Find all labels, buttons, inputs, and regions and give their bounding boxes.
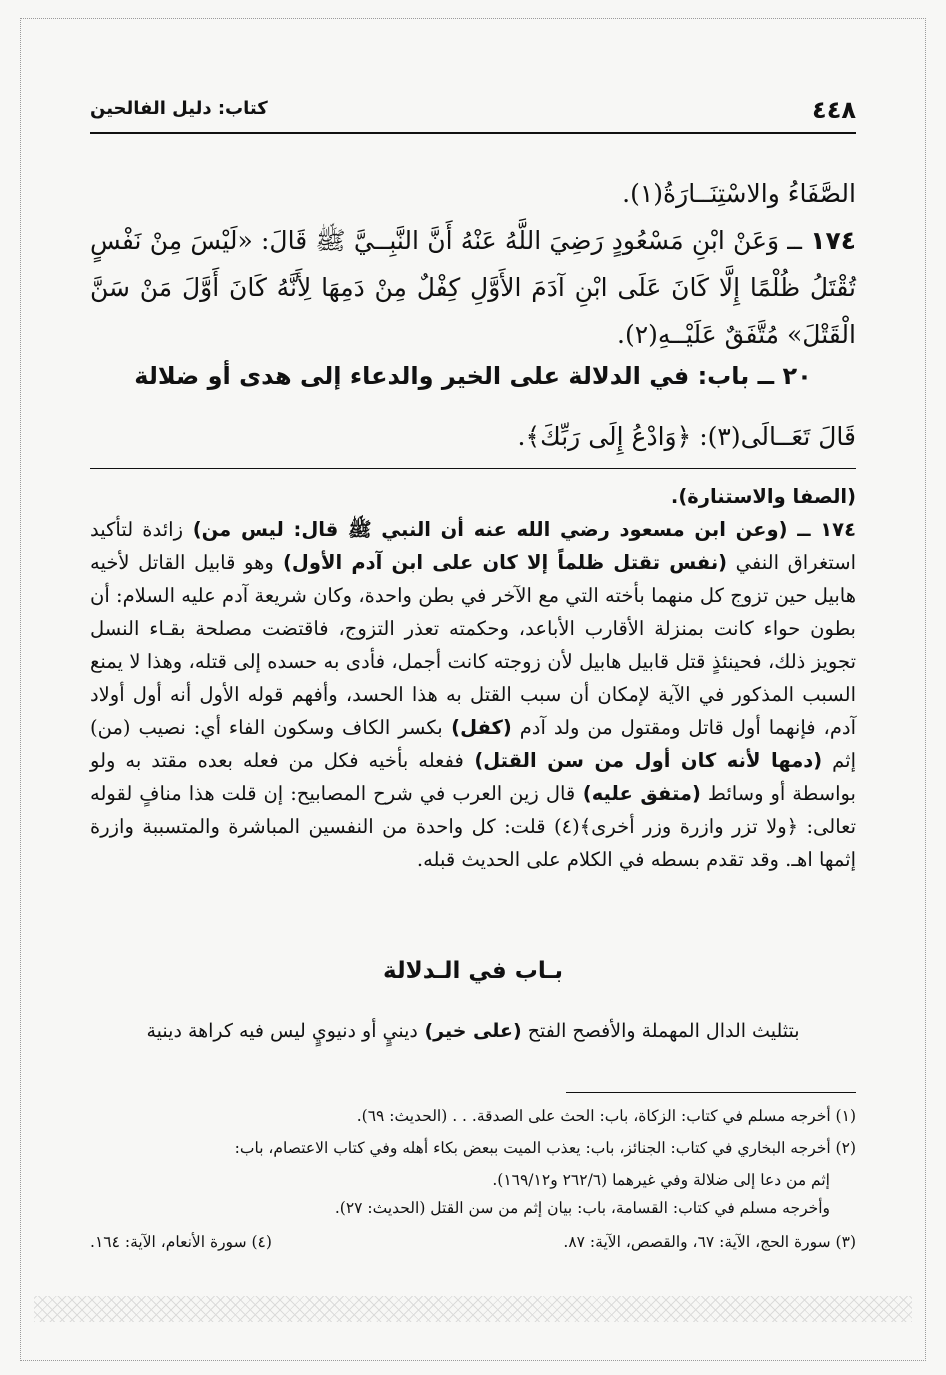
commentary-paragraph	[90, 513, 856, 876]
commentary-text: ففعله بأخيه فكل من فعله بعده مقتد به ولو بواسطة أو وسائط	[90, 749, 856, 805]
commentary-text: وهو قابيل القاتل لأخيه هابيل حين تزوج كل منهما بأخته التي مع الآخر في بطن واحدة، وكان شريعة آدم عليه السلام: أن بطون حواء كانت بمنزلة الأقارب الأباعد، وحكمته تعذر التزوج، فاقتضت مصلحة بقـاء النسل تجويز ذلك، فحينئذٍ قتل قابيل هابيل لأن زوجته كانت أجمل، فأدى به حسده إلى قتله، وهذا لا يمنع السبب المذكور في الآية لإمكان أن سبب القتل به هذا الحسد، وأفهم قوله الأول أنه أول أولاد آدم، فإنهما أول قاتل ومقتول من ولد آدم	[90, 551, 857, 739]
footnote-2-cont: إثم من دعا إلى ضلالة وفي غيرهما (٢٦٢/٦ و١٦٩/١٢).	[492, 1171, 830, 1189]
matn-line: الصَّفَاءُ والاسْتِنَــارَةُ(١).	[622, 179, 856, 208]
commentary-line: (الصفا والاستنارة).	[670, 485, 856, 508]
footnote-row	[90, 1228, 856, 1256]
hadith-paragraph	[90, 217, 856, 358]
commentary-number: ١٧٤	[820, 518, 856, 541]
hadith-body: ــ وَعَنْ ابْنِ مَسْعُودٍ رَضِيَ اللَّهُ عَنْهُ أَنَّ النَّبِــيَّ ﷺ قَالَ: «لَيْسَ مِنْ نَفْسٍ تُقْتَلُ ظُلْمًا إِلَّا كَانَ عَلَى ابْنِ آدَمَ الأَوَّلِ كِفْلٌ مِنْ دَمِهَا لِأَنَّهُ كَانَ أَوَّلَ مَنْ سَنَّ الْقَتْلَ» مُتَّفَقٌ عَلَيْــهِ(٢).	[90, 226, 856, 349]
subsection-text	[90, 1020, 856, 1042]
subsection-bold: (على خير)	[417, 1020, 522, 1042]
page-header	[90, 92, 856, 134]
section-divider	[90, 468, 856, 469]
footnote-2-cont2: وأخرجه مسلم في كتاب: القسامة، باب: بيان إثم من سن القتل (الحديث: ٢٧).	[334, 1199, 830, 1217]
footnote-3: (٣) سورة الحج، الآية: ٦٧، والقصص، الآية: ٨٧.	[563, 1233, 856, 1251]
hadith-text	[90, 170, 856, 358]
subsection-text-part: بتثليث الدال المهملة والأفصح الفتح	[521, 1020, 800, 1042]
commentary-text: بكسر الكاف وسكون الفاء أي: نصيب (من) إثم	[90, 716, 856, 772]
commentary-text: قال زين العرب في شرح المصابيح: إن قلت هذا منافٍ لقوله تعالى: ﴿ولا تزر وازرة وزر أخرى﴾(٤) قلت: كل واحدة من النفسين المباشرة والمتسببة وازرة إثمها اهـ. وقد تقدم بسطه في الكلام على الحديث قبله.	[90, 782, 856, 871]
footnote-divider	[566, 1092, 856, 1093]
commentary-bold: (دمها لأنه كان أول من سن القتل)	[463, 749, 823, 772]
hadith-number: ١٧٤	[810, 226, 857, 255]
footnote-1: (١) أخرجه مسلم في كتاب: الزكاة، باب: الحث على الصدقة. . . (الحديث: ٦٩).	[356, 1107, 856, 1125]
commentary-bold: ــ (وعن ابن مسعود رضي الله عنه أن النبي ﷺ قال: ليس من)	[183, 518, 821, 541]
subsection-heading: بـاب في الـدلالة	[383, 958, 563, 984]
footnote-4: (٤) سورة الأنعام، الآية: ١٦٤.	[90, 1233, 272, 1251]
chapter-heading: ٢٠ ــ باب: في الدلالة على الخير والدعاء إلى هدى أو ضلالة	[134, 362, 812, 390]
commentary-bold: (كفل)	[442, 716, 512, 739]
ornamental-border	[34, 1296, 912, 1322]
subsection-text-part: دينيٍ أو دنيويٍ ليس فيه كراهة دينية	[146, 1020, 418, 1042]
running-title: كتاب: دليل الفالحين	[90, 98, 268, 119]
commentary-bold: (متفق عليه)	[575, 782, 701, 805]
footnotes	[90, 1102, 856, 1256]
page-number: ٤٤٨	[812, 96, 856, 124]
footnote-2: (٢) أخرجه البخاري في كتاب: الجنائز، باب: يعذب الميت ببعض بكاء أهله وفي كتاب الاعتصام، باب:	[234, 1139, 856, 1157]
commentary-text: زائدة لتأكيد استغراق النفي	[90, 518, 856, 574]
commentary	[90, 480, 856, 876]
commentary-bold: (نفس تقتل ظلماً إلا كان على ابن آدم الأول)	[273, 551, 728, 574]
quran-quote: قَالَ تَعَــالَى(٣): ﴿وَادْعُ إِلَى رَبِّكَ﴾.	[517, 422, 856, 451]
